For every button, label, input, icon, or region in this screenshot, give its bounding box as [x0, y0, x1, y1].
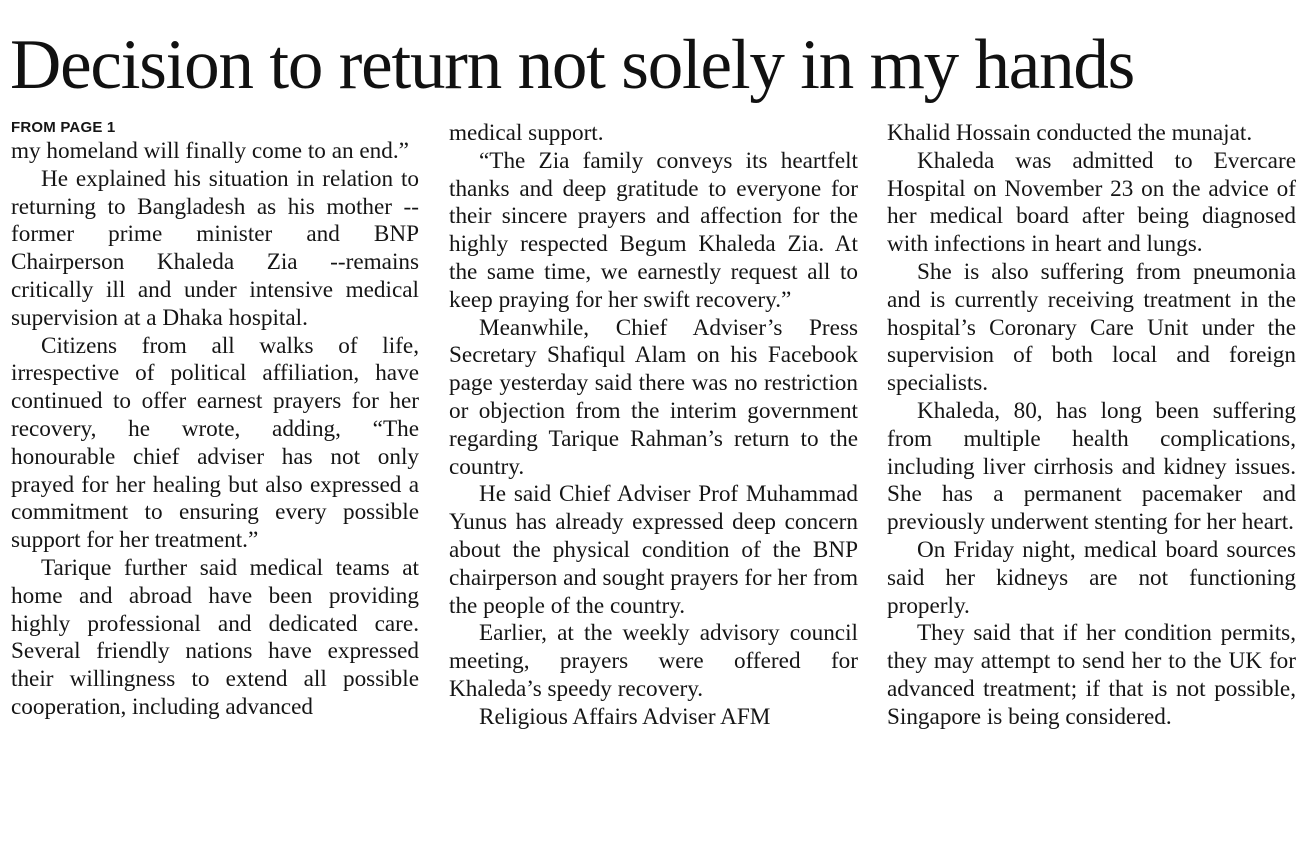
headline: Decision to return not solely in my hands [10, 26, 1135, 104]
article-column-2 [449, 120, 858, 850]
paragraph: Tarique further said medical teams at home and abroad have been providing highly professional and dedicated care. Several friendly nations have expressed their willingness to extend all possible cooperation, including advanced [11, 554, 419, 720]
paragraph: Khalid Hossain conducted the munajat. [887, 120, 1253, 146]
paragraph: They said that if her condition permits, they may attempt to send her to the UK for advanced treatment; if that is not possible, Singapore is being considered. [887, 620, 1296, 730]
paragraph: “The Zia family conveys its heartfelt thanks and deep gratitude to everyone for their sincere prayers and affection for the highly respected Begum Khaleda Zia. At the same time, we earnestly request all to keep praying for her swift recovery.” [449, 147, 858, 313]
paragraph: Religious Affairs Adviser AFM [479, 703, 771, 730]
paragraph: On Friday night, medical board sources said her kidneys are not functioning properly. [887, 536, 1296, 619]
paragraph: He explained his situation in relation to returning to Bangladesh as his mother -- former prime minister and BNP Chairperson Khaleda Zia --remains critically ill and under intensive medical supervision at a Dhaka hospital. [11, 165, 419, 331]
paragraph: medical support. [449, 120, 604, 146]
paragraph: Khaleda was admitted to Evercare Hospital on November 23 on the advice of her medical board after being diagnosed with infections in heart and lungs. [887, 147, 1296, 258]
jump-label: FROM PAGE 1 [11, 120, 116, 136]
paragraph: Khaleda, 80, has long been suffering from multiple health complications, including liver cirrhosis and kidney issues. She has a permanent pacemaker and previously underwent stenting for her heart. [887, 397, 1296, 536]
paragraph: He said Chief Adviser Prof Muhammad Yunus has already expressed deep concern about the physical condition of the BNP chairperson and sought prayers for her from the people of the country. [449, 481, 858, 619]
paragraph: Citizens from all walks of life, irrespective of political affiliation, have continued to offer earnest prayers for her recovery, he wrote, adding, “The honourable chief adviser has not only prayed for her healing but also expressed a commitment to ensuring every possible support for her treatment.” [11, 332, 419, 554]
article-column-3 [887, 120, 1296, 850]
article-column-1 [11, 120, 419, 850]
paragraph: She is also suffering from pneumonia and is currently receiving treatment in the hospital’s Coronary Care Unit under the supervision of both local and foreign specialists. [887, 258, 1296, 397]
paragraph: Meanwhile, Chief Adviser’s Press Secretary Shafiqul Alam on his Facebook page yesterday said there was no restriction or objection from the interim government regarding Tarique Rahman’s return to the country. [449, 314, 858, 480]
paragraph: Earlier, at the weekly advisory council meeting, prayers were offered for Khaleda’s speedy recovery. [449, 620, 858, 702]
paragraph: my homeland will finally come to an end.” [11, 138, 409, 164]
